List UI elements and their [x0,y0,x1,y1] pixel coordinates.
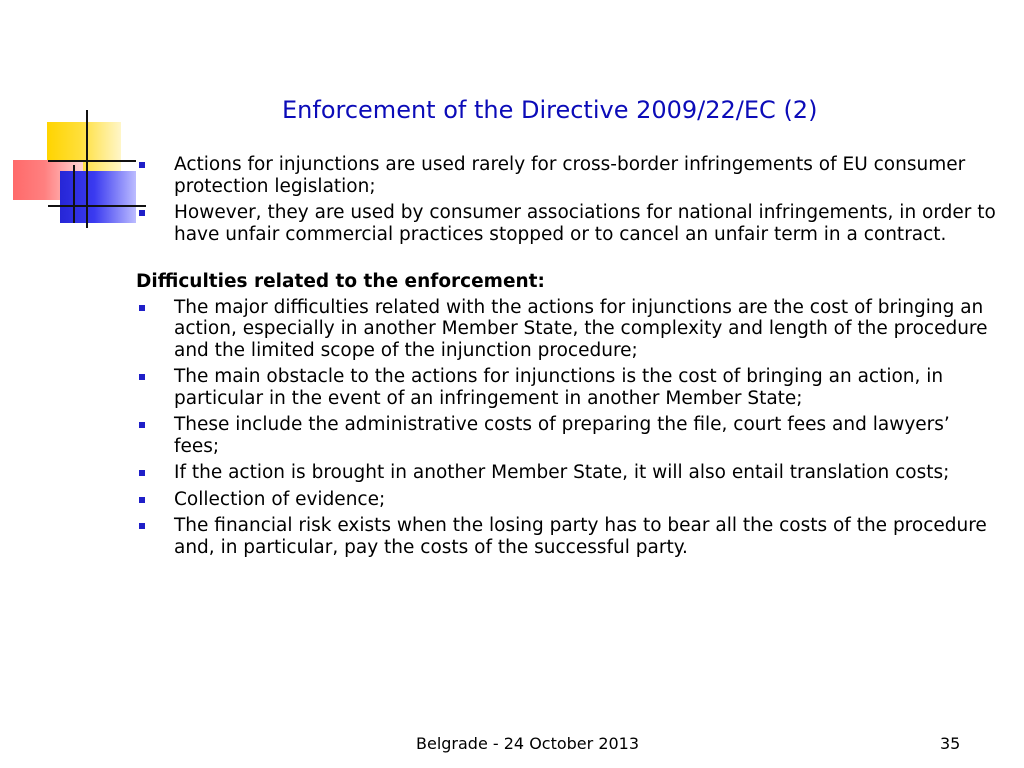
list-item [136,154,996,197]
list-item [136,414,996,457]
bullet-text: The major difficulties related with the actions for injunctions are the cost of bringing an action, especially in another Member State, the complexity and length of the procedure and the limited scope of the injunction procedure; [174,296,988,361]
slide-body [136,154,996,563]
footer-text: Belgrade - 24 October 2013 [416,734,640,753]
bullet-text: If the action is brought in another Member State, it will also entail translation costs; [174,462,950,483]
decorative-logo [0,0,150,240]
logo-horizontal-line-top [48,160,136,162]
section-heading: Difficulties related to the enforcement: [136,271,545,292]
square-bullet-icon [139,162,145,168]
logo-blue-square [60,171,136,223]
bullet-text: However, they are used by consumer associations for national infringements, in order to have unfair commercial practices stopped or to cancel an unfair term in a contract. [174,202,996,245]
slide-title: Enforcement of the Directive 2009/22/EC (2) [282,96,818,124]
bullet-text: These include the administrative costs of preparing the file, court fees and lawyers’ fees; [174,414,950,457]
bullet-text: The financial risk exists when the losing party has to bear all the costs of the procedure and, in particular, pay the costs of the successful party. [174,515,987,558]
square-bullet-icon [139,305,145,311]
logo-horizontal-line-bottom [48,205,146,207]
square-bullet-icon [139,374,145,380]
list-item [136,515,996,558]
bullet-text: Actions for injunctions are used rarely for cross-border infringements of EU consumer protection legislation; [174,154,966,197]
bullet-text: The main obstacle to the actions for injunctions is the cost of bringing an action, in particular in the event of an infringement in another Member State; [174,366,944,409]
square-bullet-icon [139,210,145,216]
logo-vertical-line-short [73,165,75,223]
square-bullet-icon [139,497,145,503]
list-item [136,297,996,362]
square-bullet-icon [139,422,145,428]
list-item [136,462,996,484]
bullet-text: Collection of evidence; [174,488,386,510]
logo-vertical-line [86,110,88,228]
list-item [136,202,996,245]
square-bullet-icon [139,470,145,476]
slide-number: 35 [940,734,961,753]
difficulty-bullet-list [136,297,996,559]
list-item [136,366,996,409]
intro-bullet-list [136,154,996,245]
square-bullet-icon [139,523,145,529]
list-item [136,489,996,511]
